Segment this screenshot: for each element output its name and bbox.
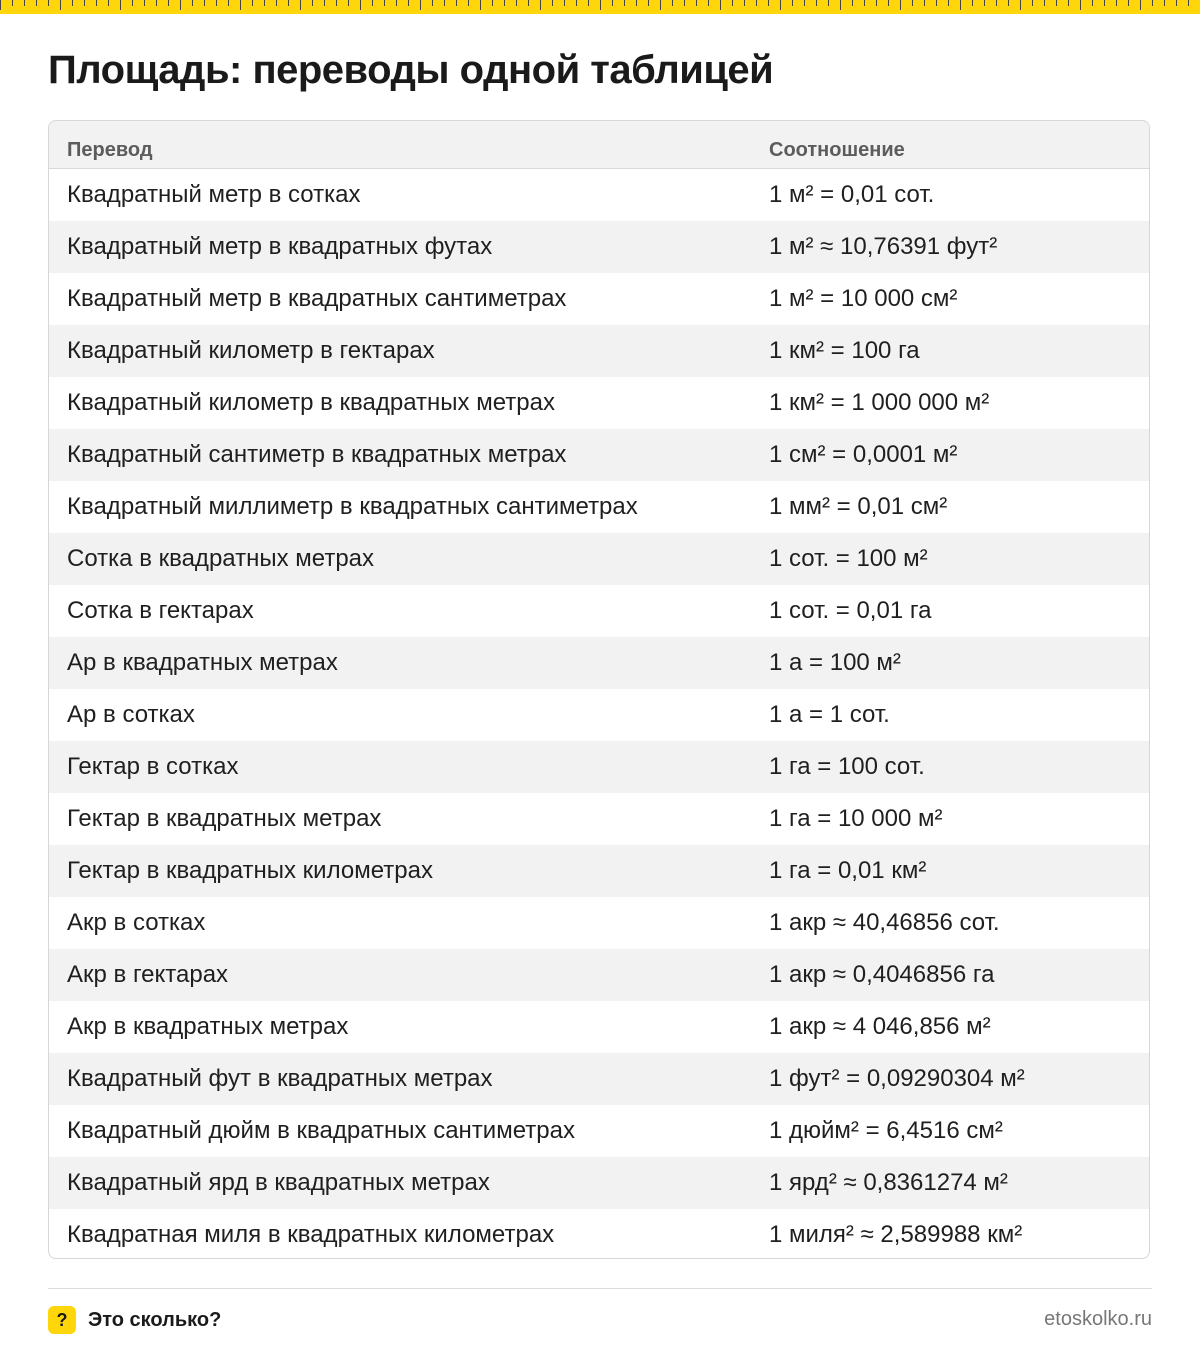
- conversion-cell: Квадратный метр в сотках: [67, 181, 361, 208]
- conversion-cell: Гектар в сотках: [67, 753, 239, 780]
- conversion-cell: Акр в гектарах: [67, 961, 229, 988]
- table-row: [49, 533, 1149, 585]
- table-row: [49, 273, 1149, 325]
- table-row: [49, 1209, 1149, 1259]
- conversion-cell: Сотка в гектарах: [67, 597, 254, 624]
- table-row: [49, 949, 1149, 1001]
- conversion-cell: Сотка в квадратных метрах: [67, 545, 375, 572]
- ratio-cell: 1 га = 0,01 км²: [769, 857, 927, 884]
- ratio-cell: 1 акр ≈ 40,46856 сот.: [769, 909, 1000, 936]
- table-row: [49, 377, 1149, 429]
- conversion-cell: Ар в сотках: [67, 701, 195, 728]
- ratio-cell: 1 га = 10 000 м²: [769, 805, 943, 832]
- table-header: [49, 121, 1149, 169]
- table-row: [49, 845, 1149, 897]
- conversion-cell: Квадратный километр в квадратных метрах: [67, 389, 555, 416]
- ratio-cell: 1 см² = 0,0001 м²: [769, 441, 958, 468]
- conversion-cell: Квадратная миля в квадратных километрах: [67, 1221, 555, 1248]
- conversion-cell: Квадратный ярд в квадратных метрах: [67, 1169, 490, 1196]
- conversion-table: [48, 120, 1150, 1259]
- conversion-cell: Акр в сотках: [67, 909, 206, 936]
- ratio-cell: 1 акр ≈ 0,4046856 га: [769, 961, 995, 988]
- ratio-cell: 1 а = 100 м²: [769, 649, 901, 676]
- table-row: [49, 741, 1149, 793]
- conversion-cell: Квадратный миллиметр в квадратных сантиметрах: [67, 493, 638, 520]
- page-title: Площадь: переводы одной таблицей: [48, 48, 774, 92]
- ratio-cell: 1 мм² = 0,01 см²: [769, 493, 948, 520]
- table-row: [49, 897, 1149, 949]
- ratio-cell: 1 км² = 1 000 000 м²: [769, 389, 990, 416]
- table-row: [49, 1105, 1149, 1157]
- conversion-cell: Квадратный метр в квадратных футах: [67, 233, 493, 260]
- table-row: [49, 637, 1149, 689]
- ratio-cell: 1 дюйм² = 6,4516 см²: [769, 1117, 1003, 1144]
- table-row: [49, 325, 1149, 377]
- ratio-cell: 1 м² ≈ 10,76391 фут²: [769, 233, 998, 260]
- ratio-cell: 1 сот. = 0,01 га: [769, 597, 932, 624]
- table-row: [49, 429, 1149, 481]
- conversion-cell: Квадратный километр в гектарах: [67, 337, 435, 364]
- table-body: [49, 169, 1149, 1259]
- table-row: [49, 793, 1149, 845]
- ratio-cell: 1 фут² = 0,09290304 м²: [769, 1065, 1025, 1092]
- ruler-top-bar: [0, 0, 1200, 14]
- table-row: [49, 689, 1149, 741]
- header-conversion: Перевод: [67, 139, 153, 161]
- table-row: [49, 221, 1149, 273]
- conversion-cell: Квадратный дюйм в квадратных сантиметрах: [67, 1117, 575, 1144]
- table-row: [49, 585, 1149, 637]
- header-ratio: Соотношение: [769, 139, 905, 161]
- brand[interactable]: [48, 1306, 221, 1334]
- ratio-cell: 1 га = 100 сот.: [769, 753, 925, 780]
- conversion-cell: Гектар в квадратных метрах: [67, 805, 382, 832]
- ratio-cell: 1 миля² ≈ 2,589988 км²: [769, 1221, 1023, 1248]
- conversion-cell: Квадратный фут в квадратных метрах: [67, 1065, 493, 1092]
- site-link[interactable]: etoskolko.ru: [1044, 1308, 1152, 1330]
- ratio-cell: 1 а = 1 сот.: [769, 701, 890, 728]
- ratio-cell: 1 м² = 10 000 см²: [769, 285, 958, 312]
- ratio-cell: 1 акр ≈ 4 046,856 м²: [769, 1013, 991, 1040]
- question-mark-icon: ?: [48, 1306, 76, 1334]
- table-row: [49, 1157, 1149, 1209]
- ratio-cell: 1 м² = 0,01 сот.: [769, 181, 935, 208]
- ratio-cell: 1 сот. = 100 м²: [769, 545, 928, 572]
- footer-divider: [48, 1288, 1152, 1289]
- conversion-cell: Гектар в квадратных километрах: [67, 857, 433, 884]
- ratio-cell: 1 км² = 100 га: [769, 337, 920, 364]
- brand-name: Это сколько?: [88, 1308, 222, 1331]
- conversion-cell: Квадратный метр в квадратных сантиметрах: [67, 285, 567, 312]
- table-row: [49, 169, 1149, 221]
- conversion-cell: Акр в квадратных метрах: [67, 1013, 349, 1040]
- table-row: [49, 1001, 1149, 1053]
- ratio-cell: 1 ярд² ≈ 0,8361274 м²: [769, 1169, 1008, 1196]
- table-row: [49, 1053, 1149, 1105]
- conversion-cell: Квадратный сантиметр в квадратных метрах: [67, 441, 567, 468]
- conversion-cell: Ар в квадратных метрах: [67, 649, 338, 676]
- table-row: [49, 481, 1149, 533]
